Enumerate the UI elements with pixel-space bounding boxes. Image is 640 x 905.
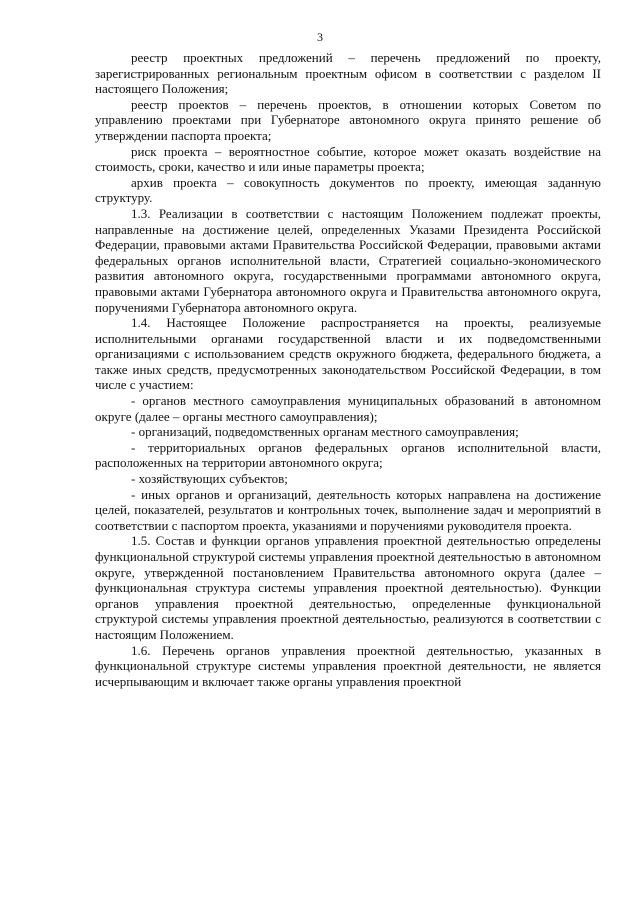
- definition-project-risk: риск проекта – вероятностное событие, которое может оказать воздействие на стоимость, сроки, качество и или иные параметры проекта;: [95, 143, 601, 175]
- list-item-territorial-bodies: - территориальных органов федеральных органов исполнительной власти, расположенных на территории автономного округа;: [95, 439, 601, 471]
- clause-1-6: 1.6. Перечень органов управления проектной деятельностью, указанных в функциональной структуре системы управления проектной деятельности, не является исчерпывающим и включает также органы управления проектной: [95, 642, 601, 689]
- clause-1-4: 1.4. Настоящее Положение распространяется на проекты, реализуемые исполнительными органами государственной власти и их подведомственными организациями с использованием средств окружного бюджета, федерального бюджета, а также иных средств, предусмотренных законодательством Российской Федерации, в том числе с участием:: [95, 315, 601, 393]
- definition-project-archive: архив проекта – совокупность документов по проекту, имеющая заданную структуру.: [95, 174, 601, 206]
- page-number: 3: [317, 30, 323, 44]
- definition-projects-registry: реестр проектов – перечень проектов, в отношении которых Советом по управлению проектами при Губернаторе автономного округа принято решение об утверждении паспорта проекта;: [95, 96, 601, 143]
- list-item-local-government: - органов местного самоуправления муниципальных образований в автономном округе (далее – органы местного самоуправления);: [95, 393, 601, 424]
- document-body: [95, 50, 601, 689]
- definition-project-proposals-registry: реестр проектных предложений – перечень предложений по проекту, зарегистрированных региональным проектным офисом в соответствии с разделом II настоящего Положения;: [95, 50, 601, 97]
- clause-1-5: 1.5. Состав и функции органов управления проектной деятельностью определены функциональной структурой системы управления проектной деятельностью в автономном округе, утвержденной постановлением Правительства автономного округа (далее – функциональная структура системы управления проектной деятельностью). Функции органов управления проектной деятельностью, определенные функциональной структурой системы управления проектной деятельностью, реализуются в соответствии с настоящим Положением.: [95, 533, 601, 642]
- list-item-subordinate-organizations: - организаций, подведомственных органам местного самоуправления;: [131, 424, 519, 440]
- clause-1-3: 1.3. Реализации в соответствии с настоящим Положением подлежат проекты, направленные на достижение целей, определенных Указами Президента Российской Федерации, правовыми актами Правительства Российской Федерации, правовыми актами федеральных органов исполнительной власти, Стратегией социально-экономического развития автономного округа, государственными программами автономного округа, правовыми актами Губернатора автономного округа и Правительства автономного округа, поручениями Губернатора автономного округа.: [95, 205, 601, 315]
- list-item-other-bodies: - иных органов и организаций, деятельность которых направлена на достижение целей, показателей, результатов и контрольных точек, выполнение задач и мероприятий в соответствии с паспортом проекта, указаниями и поручениями руководителя проекта.: [95, 486, 601, 533]
- list-item-business-entities: - хозяйствующих субъектов;: [131, 471, 288, 487]
